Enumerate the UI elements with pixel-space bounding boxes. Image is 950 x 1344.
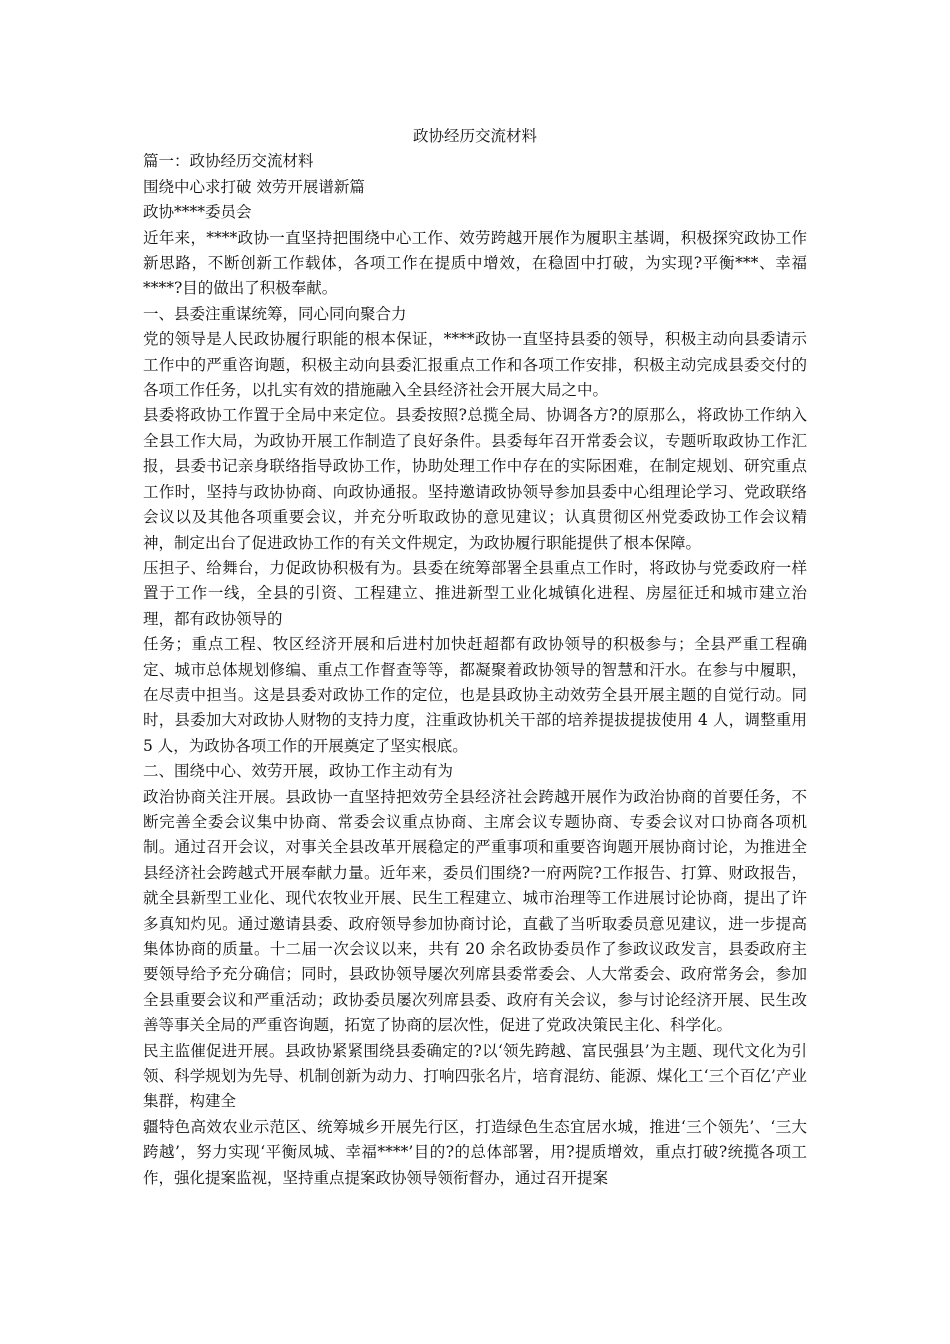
document-title: 政协经历交流材料 bbox=[412, 127, 537, 145]
paragraph: 疆特色高效农业示范区、统筹城乡开展先行区，打造绿色生态宜居水城，推进‘三个领先’、‘三大跨越’，努力实现‘平衡凤城、幸福****’目的?的总体部署，用?提质增效，重点打破?统揽各项工作，强化提案监视，坚持重点提案政协领导领衔督办，通过召开提案 bbox=[143, 1117, 807, 1187]
paragraph: 压担子、给舞台，力促政协积极有为。县委在统筹部署全县重点工作时，将政协与党委政府一样置于工作一线，全县的引资、工程建立、推进新型工业化城镇化进程、房屋征迁和城市建立治理，都有政协领导的 bbox=[143, 558, 807, 628]
paragraph: 近年来，****政协一直坚持把围绕中心工作、效劳跨越开展作为履职主基调，积极探究政协工作新思路，不断创新工作载体，各项工作在提质中增效，在稳固中打破，为实现?平衡***、幸福****?目的做出了积极奉献。 bbox=[143, 228, 807, 298]
section-heading: 二、围绕中心、效劳开展，政协工作主动有为 bbox=[143, 762, 454, 781]
document-page bbox=[143, 124, 807, 1191]
author-line: 政协****委员会 bbox=[143, 203, 252, 222]
paragraph: 政治协商关注开展。县政协一直坚持把效劳全县经济社会跨越开展作为政治协商的首要任务，不断完善全委会议集中协商、常委会议重点协商、主席会议专题协商、专委会议对口协商各项机制。通过召开会议，对事关全县改革开展稳定的严重事项和重要咨询题开展协商讨论，为推进全县经济社会跨越式开展奉献力量。近年来，委员们围绕?一府两院?工作报告、打算、财政报告，就全县新型工业化、现代农牧业开展、民生工程建立、城市治理等工作进展讨论协商，提出了许多真知灼见。通过邀请县委、政府领导参加协商讨论，直截了当听取委员意见建议，进一步提高集体协商的质量。十二届一次会议以来，共有 20 余名政协委员作了参政议政发言，县委政府主要领导给予充分确信；同时，县政协领导屡次列席县委常委会、人大常委会、政府常务会，参加全县重要会议和严重活动；政协委员屡次列席县委、政府有关会议，参与讨论经济开展、民生改善等事关全局的严重咨询题，拓宽了协商的层次性，促进了党政决策民主化、科学化。 bbox=[143, 787, 807, 1035]
paragraph: 党的领导是人民政协履行职能的根本保证，****政协一直坚持县委的领导，积极主动向县委请示工作中的严重咨询题，积极主动向县委汇报重点工作和各项工作安排，积极主动完成县委交付的各项工作任务，以扎实有效的措施融入全县经济社会开展大局之中。 bbox=[143, 330, 807, 400]
paragraph: 县委将政协工作置于全局中来定位。县委按照?总揽全局、协调各方?的原那么，将政协工作纳入全县工作大局，为政协开展工作制造了良好条件。县委每年召开常委会议，专题听取政协工作汇报，县委书记亲身联络指导政协工作，协助处理工作中存在的实际困难，在制定规划、研究重点工作时，坚持与政协协商、向政协通报。坚持邀请政协领导参加县委中心组理论学习、党政联络会议以及其他各项重要会议，并充分听取政协的意见建议；认真贯彻区州党委政协工作会议精神，制定出台了促进政协工作的有关文件规定，为政协履行职能提供了根本保障。 bbox=[143, 406, 807, 552]
article-title: 围绕中心求打破 效劳开展谱新篇 bbox=[143, 177, 365, 196]
section-heading: 一、县委注重谋统筹，同心同向聚合力 bbox=[143, 304, 407, 323]
paragraph: 任务；重点工程、牧区经济开展和后进村加快赶超都有政协领导的积极参与；全县严重工程确定、城市总体规划修编、重点工作督查等等，都凝聚着政协领导的智慧和汗水。在参与中履职，在尽责中担当。这是县委对政协工作的定位，也是县政协主动效劳全县开展主题的自觉行动。同时，县委加大对政协人财物的支持力度，注重政协机关干部的培养提拔提拔使用 4 人，调整重用 5 人，为政协各项工作的开展奠定了坚实根底。 bbox=[143, 635, 807, 755]
paragraph: 民主监催促进开展。县政协紧紧围绕县委确定的?以‘领先跨越、富民强县’为主题、现代文化为引领、科学规划为先导、机制创新为动力、打响四张名片，培育混纺、能源、煤化工‘三个百亿’产业集群，构建全 bbox=[143, 1041, 807, 1111]
chapter-heading: 篇一：政协经历交流材料 bbox=[143, 152, 314, 171]
